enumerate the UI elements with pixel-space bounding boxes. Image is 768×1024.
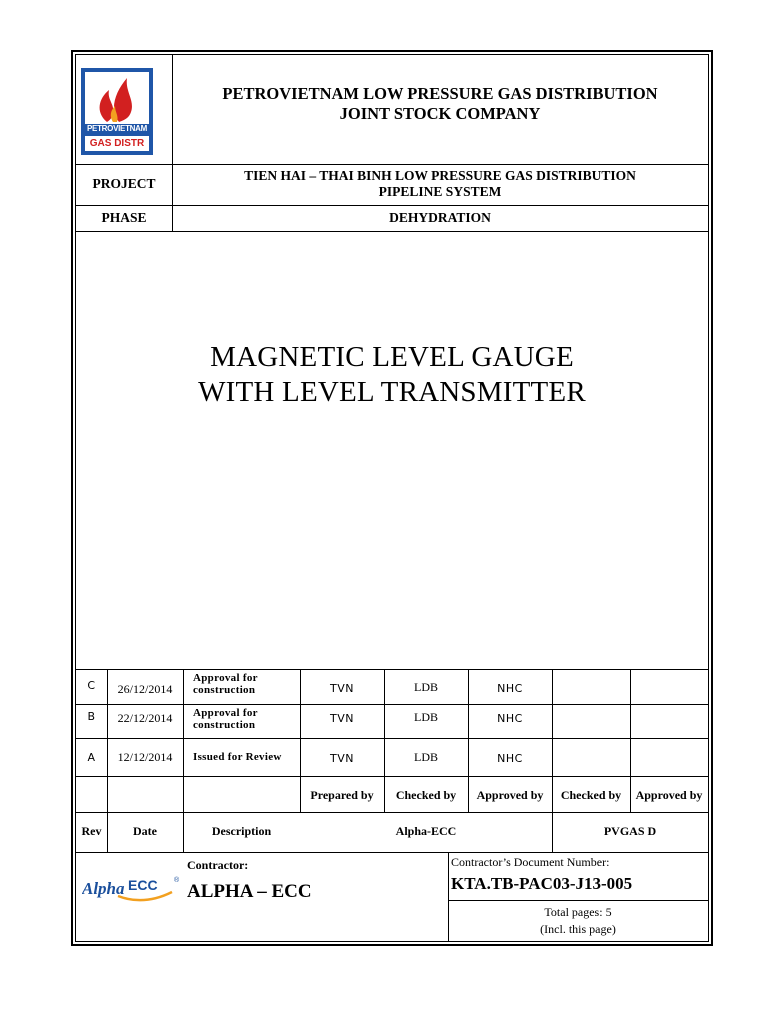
alpha-ecc-logo [82,872,182,906]
checked-by-header: Checked by [560,788,622,802]
description-line2: construction [193,684,256,696]
checked-cell: LDB [414,680,438,694]
rev-cell: B [87,710,96,723]
project-value-line1: TIEN HAI – THAI BINH LOW PRESSURE GAS DISTRIBUTION [244,168,636,183]
description-cell [193,672,298,696]
checked-cell: LDB [414,750,438,764]
approved-by-header: Approved by [476,788,544,802]
description-cell [193,707,298,731]
rule [76,852,708,853]
approved-cell: NHC [497,752,523,765]
company-name-line2: JOINT STOCK COMPANY [339,104,541,123]
contractor-label: Contractor: [187,858,249,872]
rule [76,812,708,813]
phase-value: DEHYDRATION [389,210,491,225]
rev-header: Rev [81,824,102,838]
prepared-cell: TVN [330,712,354,725]
prepared-by-header: Prepared by [310,788,374,802]
document-title-line1: MAGNETIC LEVEL GAUGE [210,341,574,373]
rule [76,231,708,232]
company-name [172,84,708,124]
project-value-line2: PIPELINE SYSTEM [378,184,502,199]
description-header: Description [211,824,272,838]
description-cell [193,751,298,763]
rule [448,900,708,901]
checked-by-header: Checked by [395,788,457,802]
description-line2: construction [193,719,256,731]
pvgas-group-header: PVGAS D [603,824,657,838]
doc-number-label: Contractor’s Document Number: [451,855,610,869]
rule [76,738,708,739]
flame-icon [85,72,149,124]
checked-cell: LDB [414,710,438,724]
approved-cell: NHC [497,682,523,695]
logo-text-petrovietnam: PETROVIETNAM [87,124,147,133]
rule [76,205,708,206]
rev-cell: C [87,679,96,692]
svg-text:Alpha: Alpha [82,879,125,898]
approved-cell: NHC [497,712,523,725]
rev-cell: A [87,751,96,764]
description-line1: Approval for [193,672,258,684]
company-name-line1: PETROVIETNAM LOW PRESSURE GAS DISTRIBUTION [222,84,658,103]
incl-this-page: (Incl. this page) [540,922,616,936]
svg-text:ECC: ECC [128,877,158,893]
date-cell: 12/12/2014 [117,750,173,764]
petrovietnam-logo [81,68,153,155]
project-label: PROJECT [92,176,156,191]
date-header: Date [133,824,157,838]
total-pages: Total pages: 5 [544,905,612,919]
rule [76,669,708,670]
project-value [172,168,708,200]
description-line1: Approval for [193,707,258,719]
contractor-name: ALPHA – ECC [187,881,312,902]
rule [76,776,708,777]
prepared-cell: TVN [330,682,354,695]
alpha-ecc-group-header: Alpha-ECC [395,824,457,838]
svg-text:®: ® [174,877,180,884]
logo-text-gas-distr: GAS DISTR [85,136,149,151]
rule [76,704,708,705]
prepared-cell: TVN [330,752,354,765]
document-title-line2: WITH LEVEL TRANSMITTER [198,376,586,408]
date-cell: 22/12/2014 [117,711,173,725]
approved-by-header: Approved by [635,788,703,802]
document-title [76,340,708,410]
rule [76,164,708,165]
logo-flame-area [85,72,149,124]
description-line1: Issued for Review [193,751,282,763]
doc-number: KTA.TB-PAC03-J13-005 [451,874,633,893]
phase-label: PHASE [101,210,147,225]
date-cell: 26/12/2014 [117,682,173,696]
